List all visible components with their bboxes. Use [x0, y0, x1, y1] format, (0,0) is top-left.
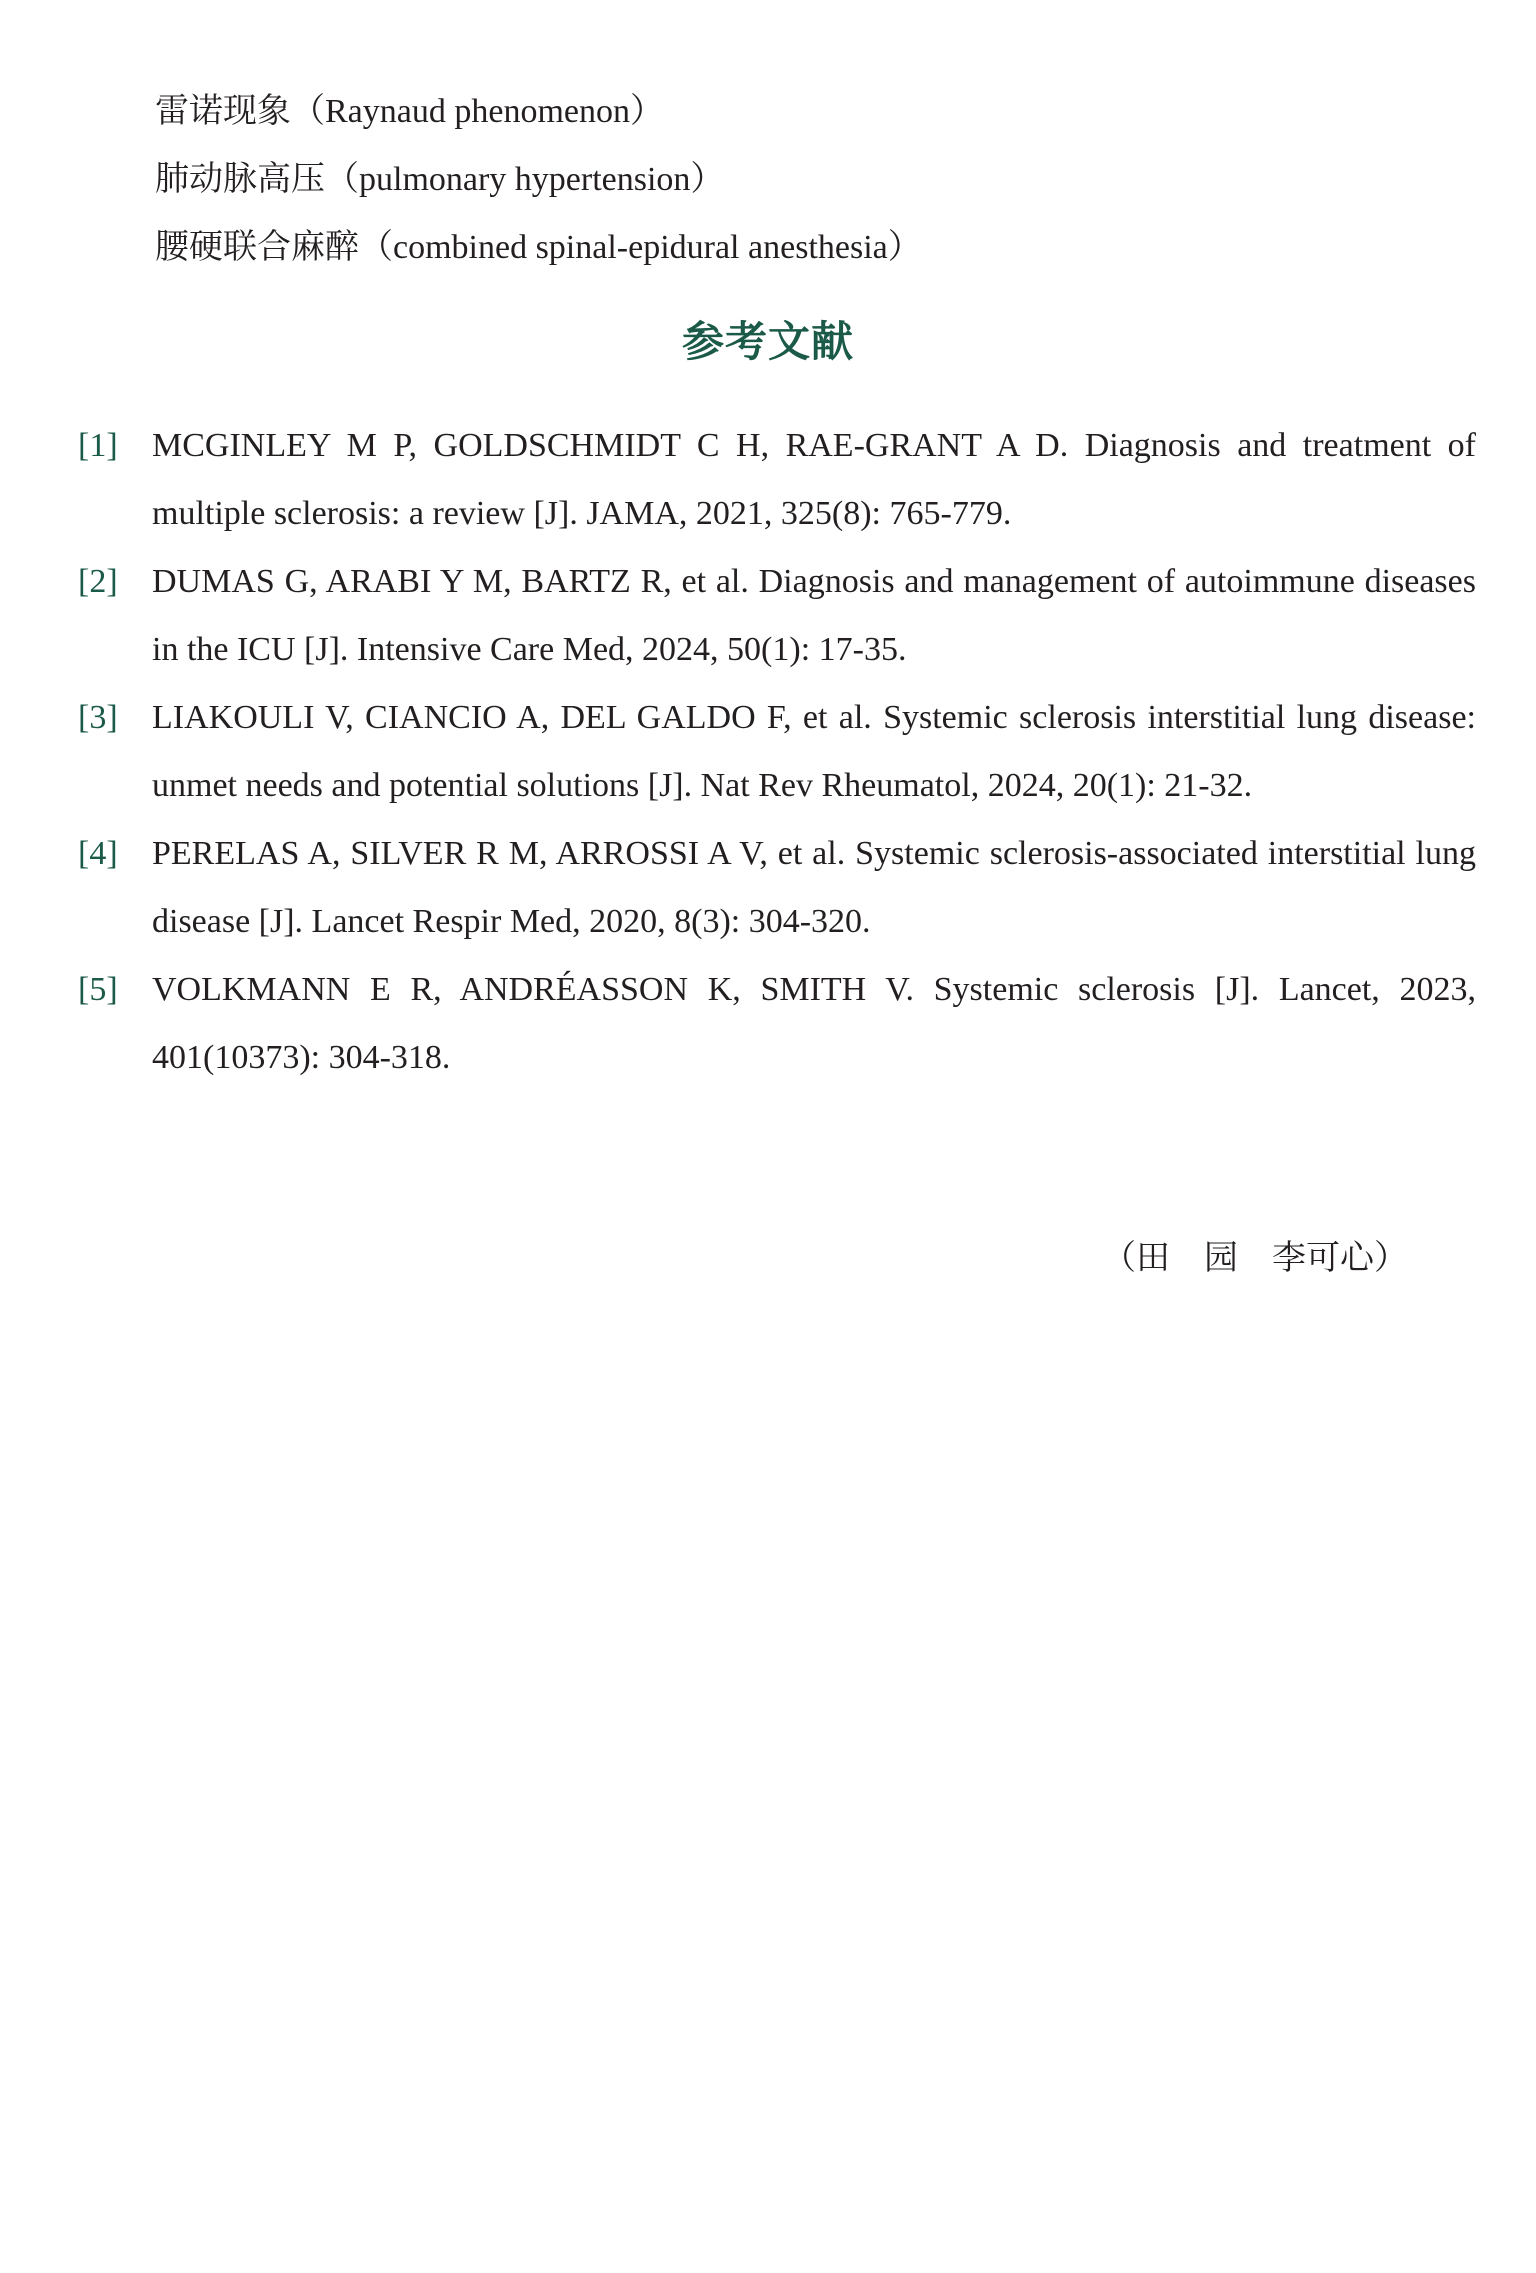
- references-heading: 参考文献: [681, 317, 854, 366]
- reference-text: DUMAS G, ARABI Y M, BARTZ R, et al. Diagnosis and management of autoimmune diseases in the ICU [J]. Intensive Care Med, 2024, 50(1): 17-35.: [152, 563, 1476, 668]
- glossary-term-pulmonary-hypertension: 肺动脉高压（pulmonary hypertension）: [155, 161, 725, 198]
- glossary-terms: [155, 78, 1455, 282]
- glossary-term-cse-anesthesia: 腰硬联合麻醉（combined spinal-epidural anesthesia）: [155, 229, 922, 266]
- reference-number: [4]: [78, 835, 118, 872]
- reference-item: [78, 820, 1476, 956]
- reference-number: [5]: [78, 971, 118, 1008]
- reference-text: MCGINLEY M P, GOLDSCHMIDT C H, RAE-GRANT A D. Diagnosis and treatment of multiple sclerosis: a review [J]. JAMA, 2021, 325(8): 765-779.: [152, 427, 1476, 532]
- reference-item: [78, 412, 1476, 548]
- reference-number: [3]: [78, 699, 118, 736]
- reference-item: [78, 684, 1476, 820]
- reference-number: [2]: [78, 563, 118, 600]
- glossary-term-raynaud: 雷诺现象（Raynaud phenomenon）: [155, 93, 664, 130]
- authors-signature: （田 园 李可心）: [1102, 1238, 1408, 1278]
- reference-text: LIAKOULI V, CIANCIO A, DEL GALDO F, et al. Systemic sclerosis interstitial lung disease: unmet needs and potential solutions [J]. Nat Rev Rheumatol, 2024, 20(1): 21-32.: [152, 699, 1476, 804]
- reference-text: VOLKMANN E R, ANDRÉASSON K, SMITH V. Systemic sclerosis [J]. Lancet, 2023, 401(10373): 304-318.: [152, 971, 1476, 1076]
- reference-item: [78, 956, 1476, 1092]
- references-list: [78, 412, 1476, 1092]
- reference-number: [1]: [78, 427, 118, 464]
- reference-text: PERELAS A, SILVER R M, ARROSSI A V, et al. Systemic sclerosis-associated interstitial lung disease [J]. Lancet Respir Med, 2020, 8(3): 304-320.: [152, 835, 1476, 940]
- reference-item: [78, 548, 1476, 684]
